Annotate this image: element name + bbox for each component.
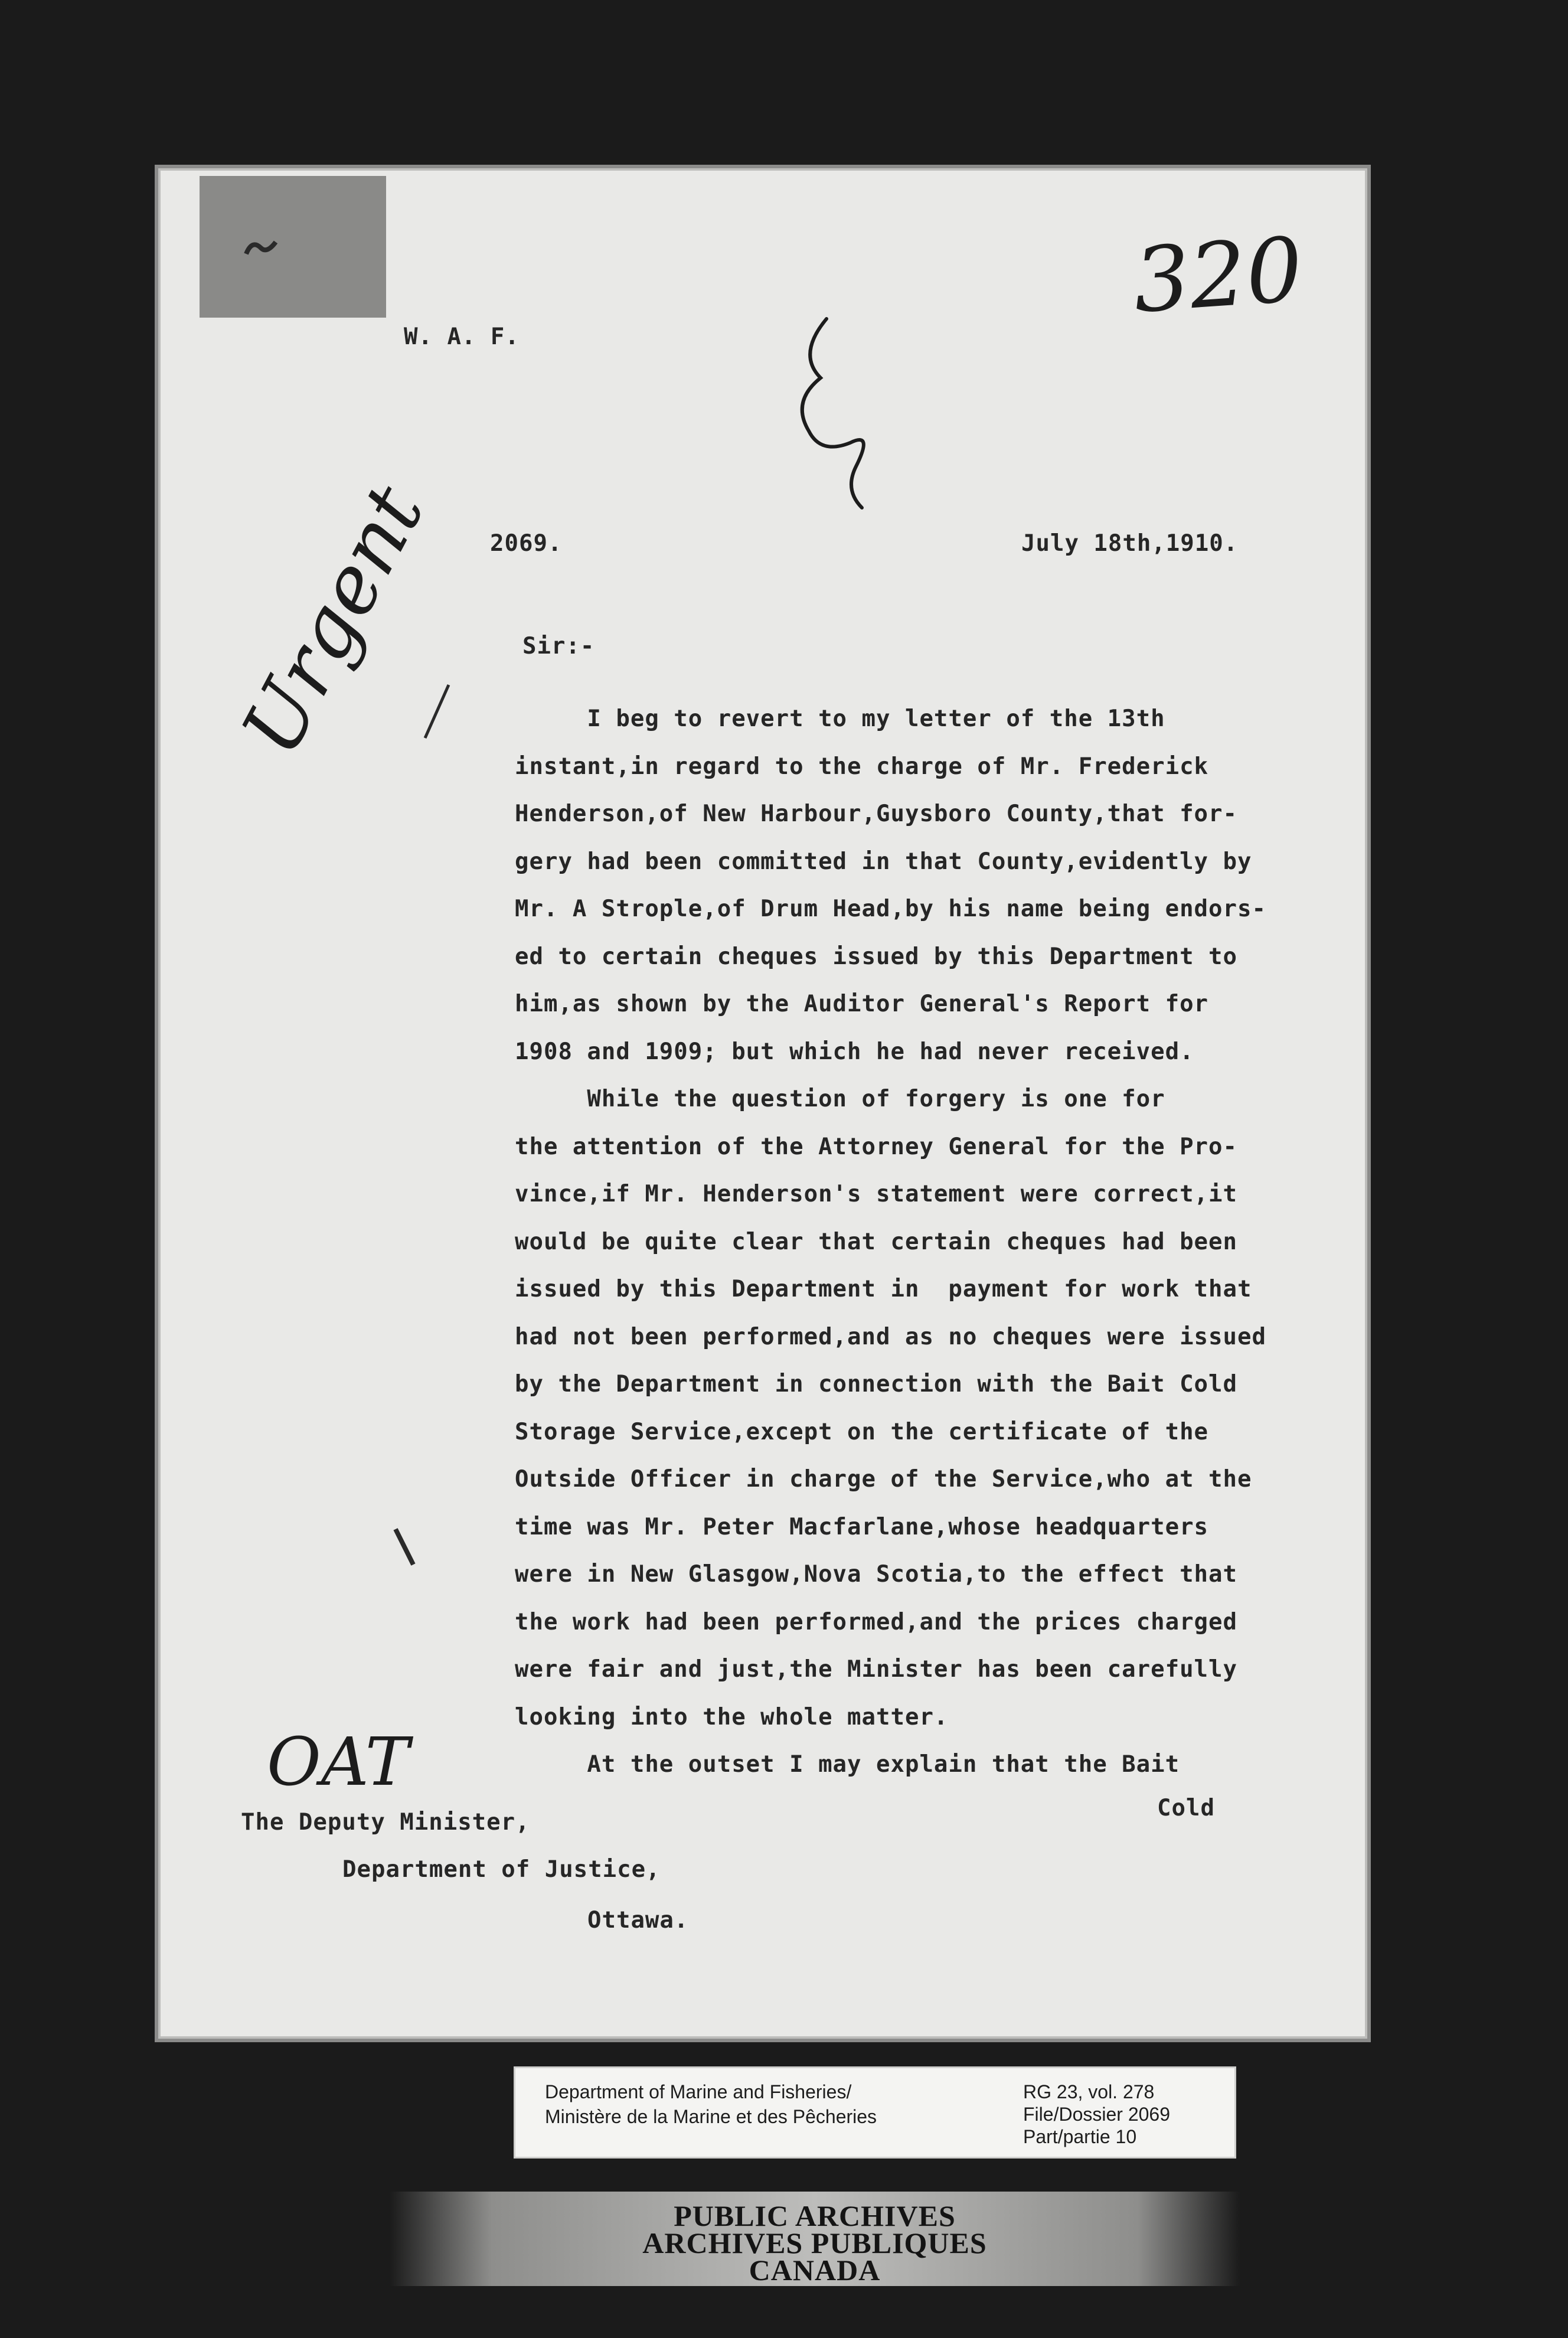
body-line: While the question of forgery is one for [515, 1086, 1165, 1112]
record-group: RG 23, vol. 278 [1023, 2081, 1155, 2102]
letter-date: July 18th,1910. [1021, 530, 1239, 557]
sender-initials: W. A. F. [404, 324, 520, 350]
body-line: vince,if Mr. Henderson's statement were correct,it [515, 1181, 1237, 1207]
body-line: Henderson,of New Harbour,Guysboro County,that for- [515, 801, 1237, 827]
salutation: Sir:- [522, 633, 595, 659]
addressee-line-2: Department of Justice, [342, 1856, 661, 1883]
body-line: gery had been committed in that County,evidently by [515, 848, 1252, 875]
margin-dash [390, 1523, 425, 1576]
addressee-line-3: Ottawa. [587, 1907, 689, 1934]
urgent-note: Urgent [224, 471, 443, 770]
body-line: would be quite clear that certain cheques had been [515, 1228, 1237, 1255]
department-en: Department of Marine and Fisheries/ [545, 2081, 852, 2102]
body-line: Mr. A Strople,of Drum Head,by his name being endors- [515, 896, 1266, 922]
body-line: Outside Officer in charge of the Service,who at the [515, 1466, 1252, 1493]
part-number: Part/partie 10 [1023, 2126, 1137, 2147]
body-line: by the Department in connection with the Bait Cold [515, 1371, 1237, 1397]
addressee-line-1: The Deputy Minister, [241, 1809, 530, 1836]
corner-mark [243, 236, 279, 260]
page-number: 320 [1130, 218, 1306, 333]
body-line: I beg to revert to my letter of the 13th [515, 706, 1165, 732]
file-dossier: File/Dossier 2069 [1023, 2104, 1170, 2125]
stamp-line-1: PUBLIC ARCHIVES [674, 2199, 956, 2232]
archive-label [514, 2066, 1236, 2159]
body-line: ed to certain cheques issued by this Department to [515, 943, 1237, 970]
body-line: him,as shown by the Auditor General's Report for [515, 991, 1209, 1017]
corner-tab [200, 176, 386, 318]
initials-note: OAT [267, 1724, 410, 1801]
body-line: time was Mr. Peter Macfarlane,whose headquarters [515, 1513, 1209, 1540]
body-line: Storage Service,except on the certificate of the [515, 1418, 1209, 1445]
body-line: the attention of the Attorney General for the Pro- [515, 1133, 1237, 1160]
archives-stamp [390, 2192, 1240, 2286]
body-line: issued by this Department in payment for work that [515, 1276, 1252, 1302]
body-line: were fair and just,the Minister has been carefully [515, 1656, 1237, 1683]
tick-mark [413, 679, 460, 750]
body-line: had not been performed,and as no cheques were issued [515, 1323, 1266, 1350]
body-line: At the outset I may explain that the Bait [515, 1751, 1180, 1778]
file-number: 2069. [490, 530, 563, 557]
handwritten-mark [785, 313, 880, 514]
body-line: were in New Glasgow,Nova Scotia,to the effect that [515, 1561, 1237, 1588]
body-line: instant,in regard to the charge of Mr. Frederick [515, 753, 1209, 780]
stamp-line-3: CANADA [749, 2254, 881, 2287]
body-line: 1908 and 1909; but which he had never received. [515, 1038, 1194, 1065]
body-line: the work had been performed,and the prices charged [515, 1608, 1237, 1635]
body-line: looking into the whole matter. [515, 1703, 949, 1730]
continuation-word: Cold [1157, 1795, 1215, 1821]
department-fr: Ministère de la Marine et des Pêcheries [545, 2106, 877, 2127]
stamp-line-2: ARCHIVES PUBLIQUES [642, 2226, 987, 2259]
